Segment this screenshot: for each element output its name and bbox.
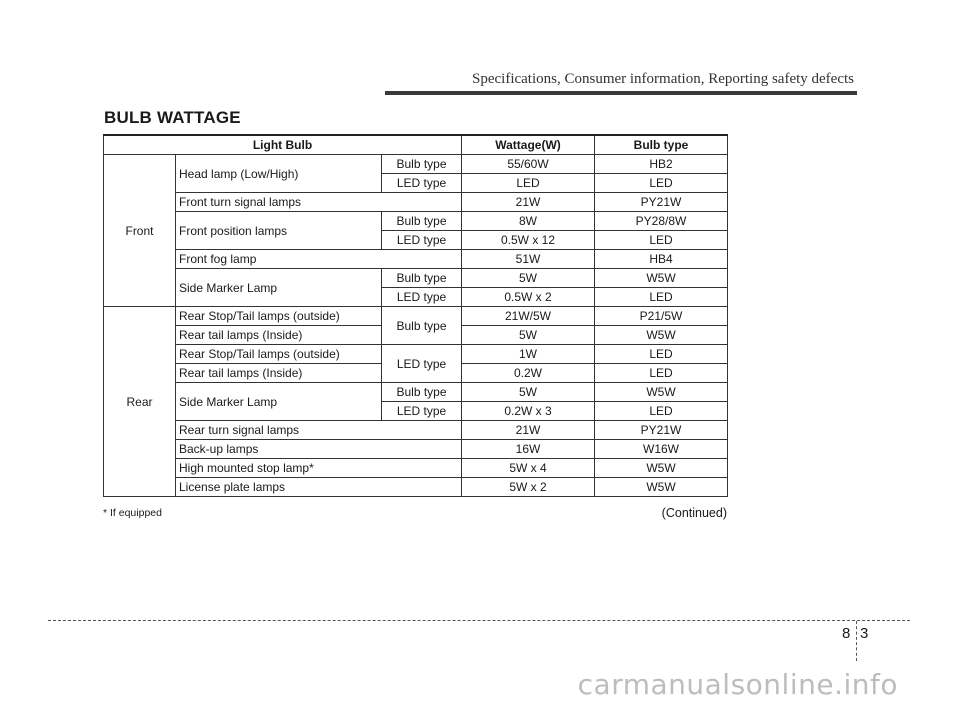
wattage-cell: 21W [462, 193, 595, 212]
chapter-number: 8 [842, 625, 851, 642]
table-row [104, 307, 728, 326]
table-row [104, 250, 728, 269]
wattage-cell: 8W [462, 212, 595, 231]
table-row [104, 383, 728, 402]
bulb-type-cell: HB4 [595, 250, 728, 269]
bulb-type-cell: LED [595, 174, 728, 193]
subtype-label: LED type [382, 288, 462, 307]
header-light-bulb: Light Bulb [104, 135, 462, 155]
bulb-type-cell: W5W [595, 269, 728, 288]
group-label-rear: Rear [104, 307, 176, 497]
bulb-type-cell: HB2 [595, 155, 728, 174]
bulb-type-cell: PY21W [595, 421, 728, 440]
subtype-label: LED type [382, 402, 462, 421]
bulb-type-cell: W16W [595, 440, 728, 459]
wattage-cell: 0.5W x 12 [462, 231, 595, 250]
bulb-type-cell: P21/5W [595, 307, 728, 326]
wattage-cell: 5W x 4 [462, 459, 595, 478]
subtype-label: Bulb type [382, 383, 462, 402]
wattage-cell: 21W/5W [462, 307, 595, 326]
subtype-label: Bulb type [382, 212, 462, 231]
item-label: Front fog lamp [176, 250, 462, 269]
page-number [836, 621, 876, 661]
wattage-cell: 0.2W [462, 364, 595, 383]
subtype-label: LED type [382, 231, 462, 250]
subtype-label: Bulb type [382, 307, 462, 345]
wattage-cell: 5W x 2 [462, 478, 595, 497]
continued-label: (Continued) [661, 506, 727, 520]
wattage-cell: 0.2W x 3 [462, 402, 595, 421]
subtype-label: Bulb type [382, 269, 462, 288]
bulb-type-cell: LED [595, 402, 728, 421]
wattage-cell: 21W [462, 421, 595, 440]
wattage-cell: 5W [462, 383, 595, 402]
subtype-label: Bulb type [382, 155, 462, 174]
item-label: Rear Stop/Tail lamps (outside) [176, 307, 382, 326]
bulb-type-cell: LED [595, 288, 728, 307]
bulb-wattage-table [103, 134, 728, 497]
bulb-type-cell: W5W [595, 326, 728, 345]
bulb-type-cell: LED [595, 364, 728, 383]
table-row [104, 269, 728, 288]
table-row [104, 440, 728, 459]
wattage-cell: 51W [462, 250, 595, 269]
bulb-type-cell: W5W [595, 478, 728, 497]
watermark: carmanualsonline.info [577, 668, 898, 701]
header-wattage: Wattage(W) [462, 135, 595, 155]
group-label-front: Front [104, 155, 176, 307]
item-label: Side Marker Lamp [176, 269, 382, 307]
item-label: Front position lamps [176, 212, 382, 250]
wattage-cell: 16W [462, 440, 595, 459]
footnote: * If equipped [103, 507, 162, 519]
header-bulb-type: Bulb type [595, 135, 728, 155]
table-row [104, 459, 728, 478]
running-header: Specifications, Consumer information, Reporting safety defects [472, 71, 854, 87]
table-row [104, 345, 728, 364]
bulb-type-cell: PY21W [595, 193, 728, 212]
item-label: Side Marker Lamp [176, 383, 382, 421]
wattage-cell: 5W [462, 326, 595, 345]
table-row [104, 478, 728, 497]
item-label: Rear turn signal lamps [176, 421, 462, 440]
item-label: License plate lamps [176, 478, 462, 497]
wattage-cell: LED [462, 174, 595, 193]
subtype-label: LED type [382, 345, 462, 383]
table-row [104, 193, 728, 212]
item-label: Front turn signal lamps [176, 193, 462, 212]
item-label: Rear tail lamps (Inside) [176, 364, 382, 383]
table-row [104, 155, 728, 174]
footer-rule [48, 620, 910, 621]
table-row [104, 421, 728, 440]
page-number-value: 3 [860, 625, 869, 642]
header-rule [385, 91, 857, 95]
bulb-type-cell: PY28/8W [595, 212, 728, 231]
item-label: Rear Stop/Tail lamps (outside) [176, 345, 382, 364]
item-label: High mounted stop lamp* [176, 459, 462, 478]
wattage-cell: 55/60W [462, 155, 595, 174]
bulb-type-cell: W5W [595, 459, 728, 478]
subtype-label: LED type [382, 174, 462, 193]
bulb-type-cell: LED [595, 345, 728, 364]
section-title: BULB WATTAGE [104, 108, 241, 127]
item-label: Back-up lamps [176, 440, 462, 459]
wattage-cell: 1W [462, 345, 595, 364]
page-number-divider [856, 621, 857, 661]
item-label: Rear tail lamps (Inside) [176, 326, 382, 345]
item-label: Head lamp (Low/High) [176, 155, 382, 193]
table-row [104, 212, 728, 231]
bulb-type-cell: W5W [595, 383, 728, 402]
bulb-type-cell: LED [595, 231, 728, 250]
wattage-cell: 0.5W x 2 [462, 288, 595, 307]
table-header-row [104, 135, 728, 155]
wattage-cell: 5W [462, 269, 595, 288]
